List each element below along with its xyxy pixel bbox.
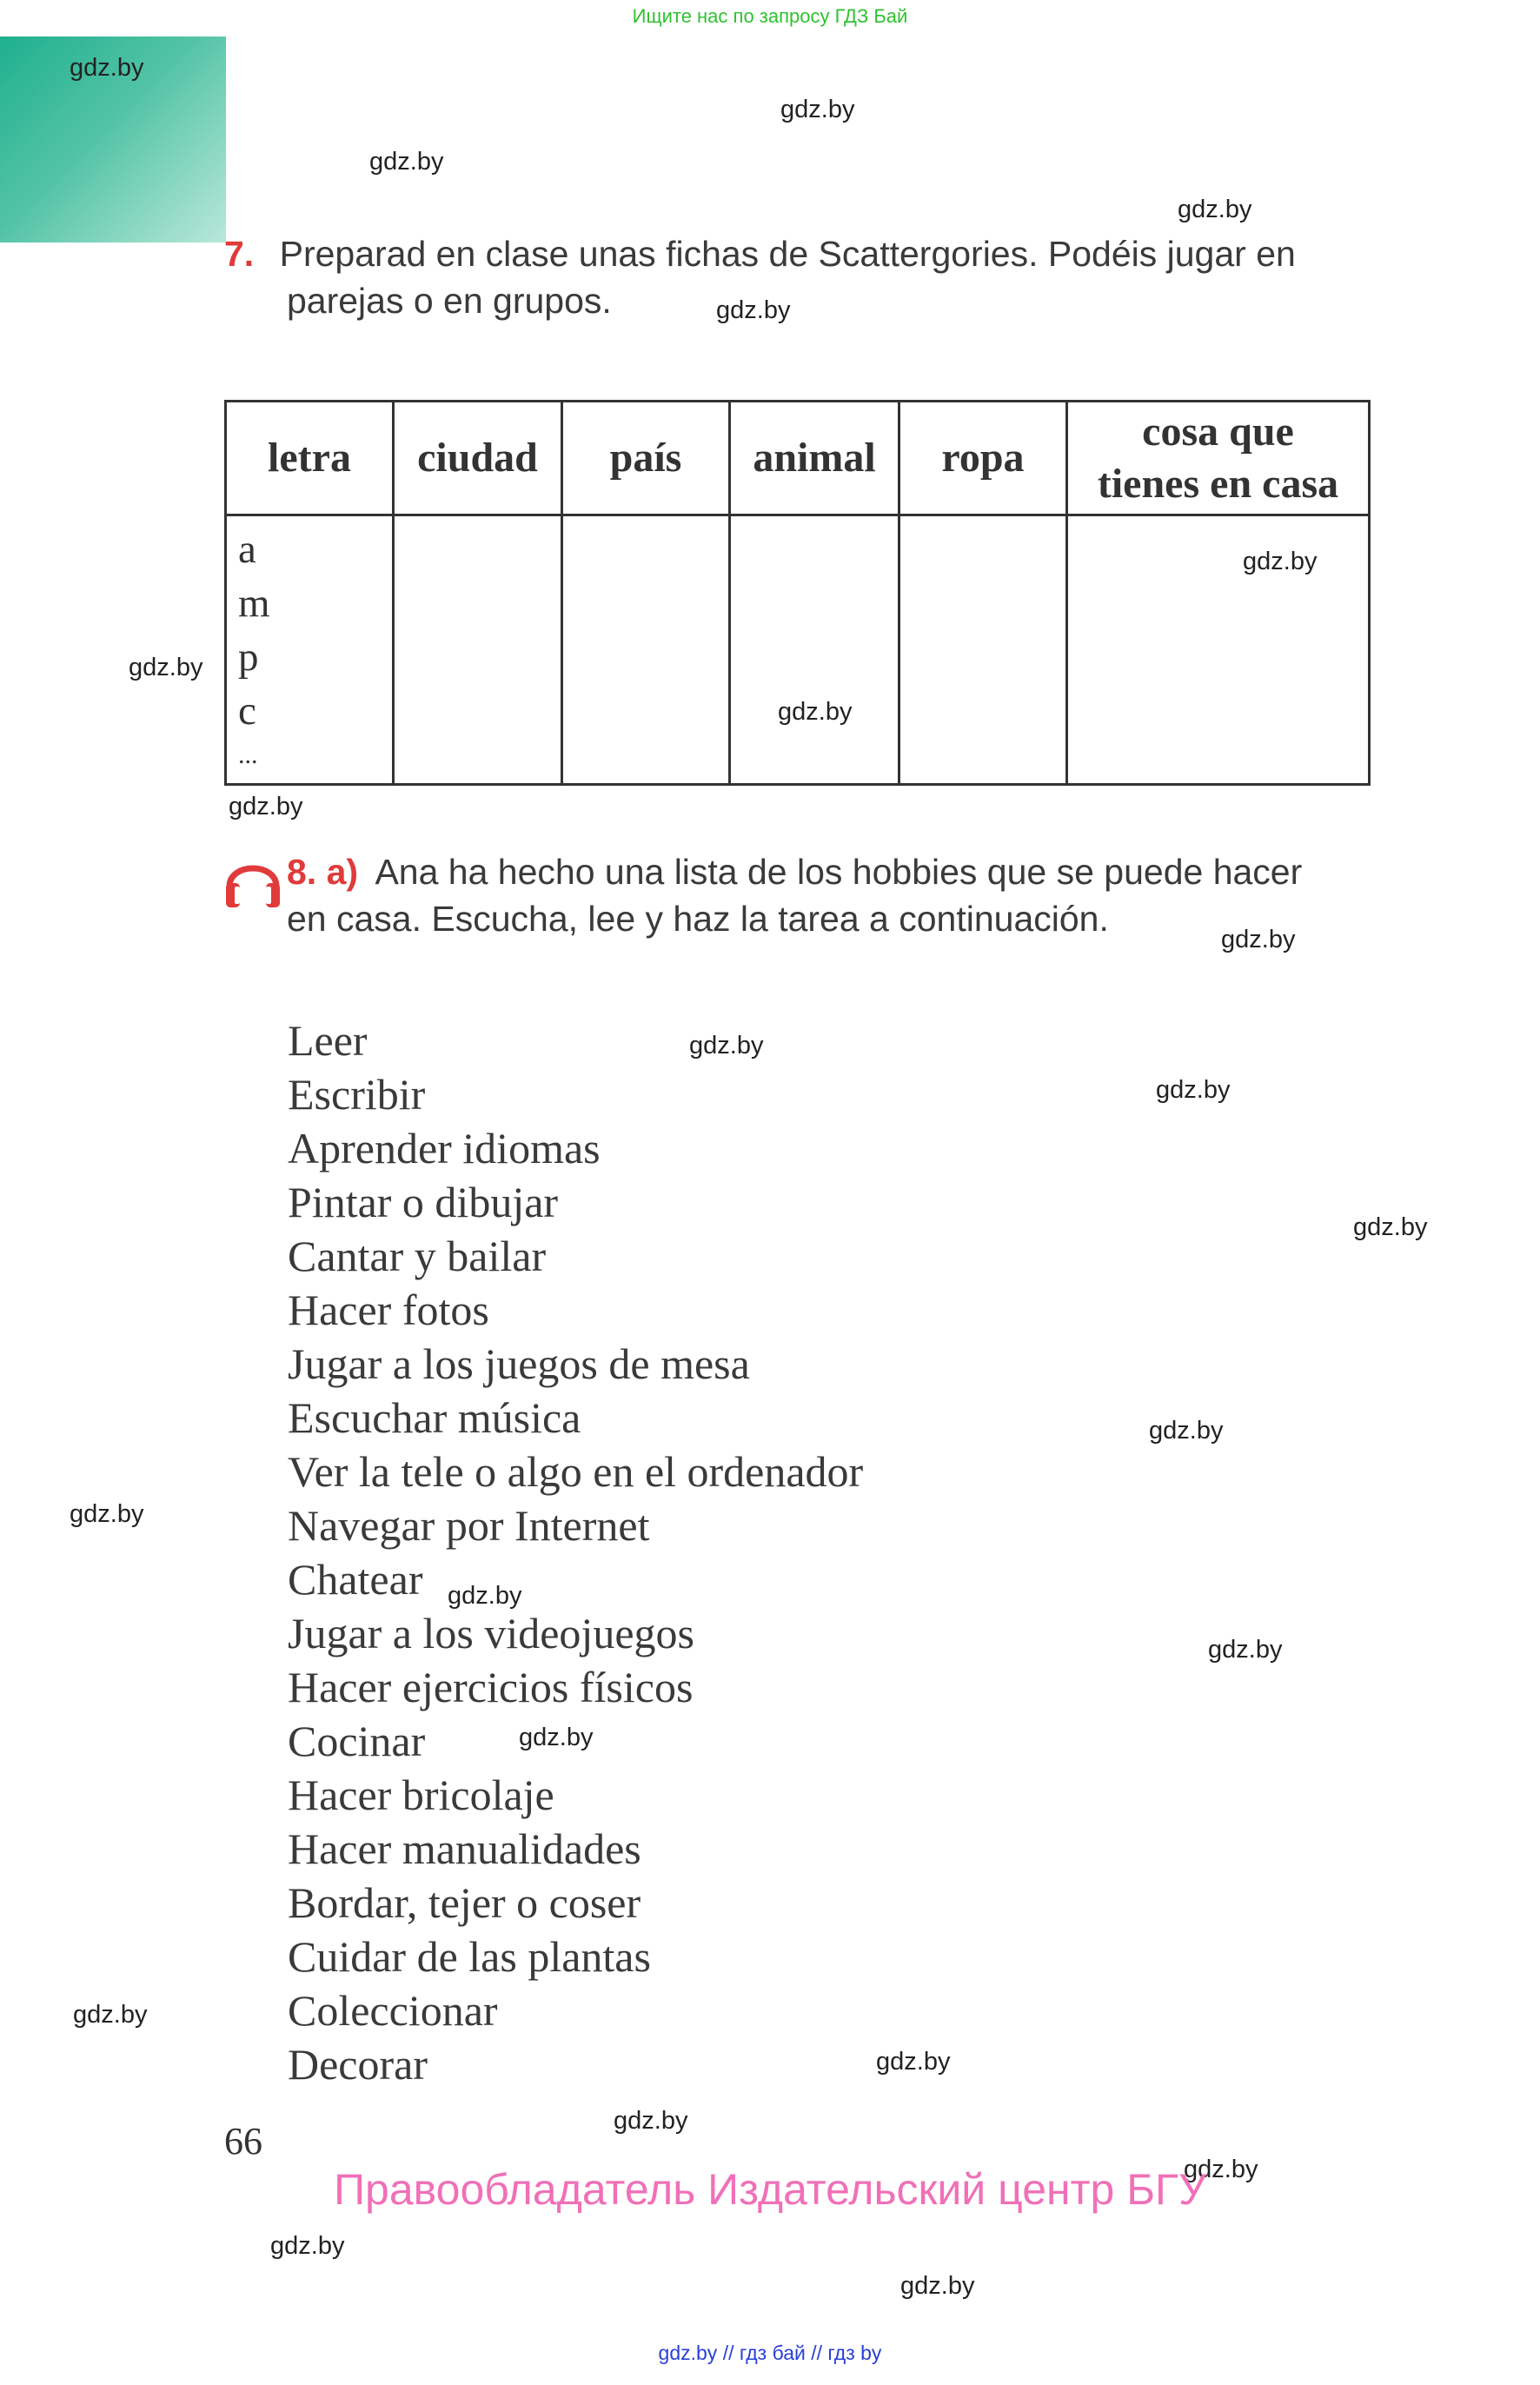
- list-item: Hacer ejercicios físicos: [288, 1663, 694, 1711]
- watermark: gdz.by: [900, 2272, 975, 2300]
- header-letra: letra: [226, 402, 394, 515]
- list-item: Cantar y bailar: [288, 1232, 547, 1280]
- scattergories-table: [224, 400, 1371, 786]
- cosa-cell: [1067, 515, 1370, 785]
- ciudad-cell: [394, 515, 562, 785]
- list-item: Hacer fotos: [288, 1286, 489, 1334]
- list-item: Leer: [288, 1016, 368, 1065]
- watermark: gdz.by: [1184, 2156, 1258, 2183]
- watermark: gdz.by: [519, 1724, 594, 1751]
- hobbies-list: [288, 1013, 863, 2091]
- exercise-7-line-1: Preparad en clase unas fichas de Scattergories. Podéis jugar en: [279, 234, 1296, 274]
- table-header-row: [226, 402, 1370, 515]
- list-item: Escuchar música: [288, 1393, 581, 1442]
- watermark: gdz.by: [1208, 1636, 1283, 1664]
- watermark: gdz.by: [448, 1582, 522, 1610]
- list-item: Bordar, tejer o coser: [288, 1878, 641, 1927]
- exercise-8-instruction: [287, 848, 1382, 942]
- header-pais: país: [562, 402, 730, 515]
- animal-cell: [730, 515, 899, 785]
- headphones-icon: [222, 850, 283, 909]
- list-item: Aprender idiomas: [288, 1124, 601, 1173]
- list-item: Hacer bricolaje: [288, 1770, 554, 1819]
- list-item: Pintar o dibujar: [288, 1178, 559, 1226]
- header-ropa: ropa: [899, 402, 1067, 515]
- exercise-7-number: 7.: [224, 234, 255, 274]
- watermark: gdz.by: [229, 793, 303, 820]
- watermark: gdz.by: [1149, 1417, 1224, 1445]
- watermark: gdz.by: [70, 54, 144, 82]
- watermark: gdz.by: [1221, 926, 1296, 953]
- watermark: gdz.by: [1243, 548, 1318, 575]
- letter-a: a: [238, 527, 256, 572]
- watermark: gdz.by: [1353, 1213, 1428, 1241]
- letter-ellipsis: ...: [238, 741, 258, 769]
- page-number: 66: [224, 2120, 262, 2162]
- list-item: Hacer manualidades: [288, 1824, 641, 1873]
- footer-links[interactable]: gdz.by // гдз бай // гдз by: [658, 2342, 882, 2364]
- list-item: Jugar a los juegos de mesa: [288, 1339, 750, 1388]
- list-item: Navegar por Internet: [288, 1501, 650, 1550]
- watermark: gdz.by: [614, 2107, 688, 2135]
- list-item: Ver la tele o algo en el ordenador: [288, 1447, 864, 1496]
- letter-c: c: [238, 688, 256, 734]
- list-item: Cuidar de las plantas: [288, 1932, 651, 1981]
- watermark: gdz.by: [778, 698, 853, 726]
- watermark: gdz.by: [70, 1500, 144, 1528]
- list-item: Decorar: [288, 2040, 428, 2089]
- exercise-8-number: 8. a): [287, 852, 359, 892]
- exercise-7-instruction: [224, 230, 1319, 324]
- watermark: gdz.by: [369, 148, 444, 176]
- watermark: gdz.by: [689, 1032, 764, 1060]
- header-cosa-que-tienes-en-casa: [1067, 402, 1370, 515]
- copyright-notice: Правообладатель Издательский центр БГУ: [334, 2165, 1206, 2214]
- header-cosa-line-2: tienes en casa: [1097, 461, 1339, 507]
- table-row: [226, 515, 1370, 785]
- exercise-8-line-2: en casa. Escucha, lee y haz la tarea a continuación.: [287, 899, 1109, 939]
- watermark: gdz.by: [270, 2232, 345, 2260]
- pais-cell: [562, 515, 730, 785]
- header-ciudad: ciudad: [394, 402, 562, 515]
- letter-p: p: [238, 634, 259, 680]
- header-animal: animal: [730, 402, 899, 515]
- top-banner: Ищите нас по запросу ГДЗ Бай: [632, 5, 908, 27]
- watermark: gdz.by: [73, 2001, 148, 2029]
- watermark: gdz.by: [1178, 196, 1252, 223]
- watermark: gdz.by: [716, 296, 791, 324]
- watermark: gdz.by: [876, 2048, 951, 2076]
- list-item: Cocinar: [288, 1717, 426, 1765]
- list-item: Jugar a los videojuegos: [288, 1609, 694, 1658]
- ropa-cell: [899, 515, 1067, 785]
- list-item: Coleccionar: [288, 1986, 498, 2035]
- list-item: Escribir: [288, 1070, 426, 1119]
- watermark: gdz.by: [129, 654, 203, 681]
- exercise-7-line-2: parejas o en grupos.: [287, 281, 612, 321]
- letters-cell: [226, 515, 394, 785]
- header-cosa-line-1: cosa que: [1142, 409, 1294, 455]
- list-item: Chatear: [288, 1555, 423, 1604]
- watermark: gdz.by: [780, 96, 855, 123]
- watermark: gdz.by: [1156, 1076, 1231, 1104]
- letter-m: m: [238, 581, 270, 626]
- exercise-8-line-1: Ana ha hecho una lista de los hobbies que se puede hacer: [375, 852, 1303, 892]
